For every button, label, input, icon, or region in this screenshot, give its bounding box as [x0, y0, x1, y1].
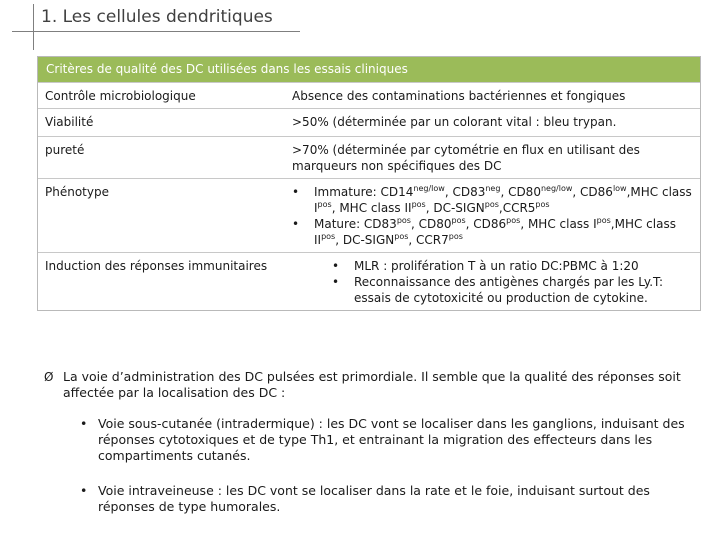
- row-value: >70% (déterminée par cytométrie en flux en utilisant des marqueurs non spécifiques des DC: [292, 143, 640, 173]
- row-label: pureté: [45, 143, 85, 157]
- list-item: [332, 274, 694, 306]
- route-list-item: [80, 483, 692, 515]
- title-divider-horizontal: [12, 31, 300, 32]
- row-label: Contrôle microbiologique: [45, 89, 196, 103]
- route-list-item: [80, 416, 692, 464]
- administration-paragraph: [44, 369, 684, 401]
- bullet-icon: •: [332, 275, 340, 289]
- row-value: [278, 179, 700, 252]
- table-row: [38, 108, 700, 136]
- list-item-text: Voie sous-cutanée (intradermique) : les DC vont se localiser dans les ganglions, induisant des réponses cytotoxiques et de type Th1, et entrainant la migration des effecteurs dans les compartiments cutanés.: [98, 416, 685, 463]
- row-value: >50% (déterminée par un colorant vital : bleu trypan.: [292, 115, 617, 129]
- bullet-icon: •: [292, 185, 300, 199]
- list-item: [80, 483, 692, 515]
- row-label: Viabilité: [45, 115, 94, 129]
- list-item: [332, 258, 694, 274]
- row-label: Induction des réponses immunitaires: [45, 259, 268, 273]
- phenotype-immature-text: Immature: $CD14^{neg/low}$, $CD83^{neg}$, $CD80^{neg/low}$, $CD86^{low},MHC$ class $I^{pos}$, MHC class $II^{pos}$, $DC-SIGN^{pos},CCR5^{pos}$: [314, 184, 692, 215]
- bullet-icon: •: [80, 483, 88, 498]
- phenotype-mature: [292, 216, 694, 248]
- list-item-text: Reconnaissance des antigènes chargés par les Ly.T: essais de cytotoxicité ou production de cytokine.: [354, 275, 664, 305]
- table-row: [38, 82, 700, 108]
- paragraph-text: La voie d’administration des DC pulsées est primordiale. Il semble que la qualité des réponses soit affectée par la localisation des DC :: [63, 369, 681, 400]
- slide-title: 1. Les cellules dendritiques: [41, 7, 273, 27]
- list-item-text: Voie intraveineuse : les DC vont se localiser dans la rate et le foie, induisant surtout des réponses de type humorales.: [98, 483, 650, 514]
- table-header: Critères de qualité des DC utilisées dans les essais cliniques: [38, 57, 700, 82]
- phenotype-mature-text: Mature: $CD83^{pos}$, $CD80^{pos}$, $CD86^{pos}$, MHC class $I^{pos},MHC$ class $II^{pos}$, $DC-SIGN^{pos}$, $CCR7^{pos}$: [314, 216, 676, 247]
- bullet-icon: •: [292, 217, 300, 231]
- table-row: [38, 252, 700, 310]
- row-value: Absence des contaminations bactériennes et fongiques: [292, 89, 626, 103]
- list-item-text: MLR : prolifération T à un ratio DC:PBMC à 1:20: [354, 259, 639, 273]
- phenotype-immature: [292, 184, 694, 216]
- list-item: [80, 416, 692, 464]
- table-row: [38, 136, 700, 178]
- title-divider-vertical: [33, 4, 34, 50]
- arrow-bullet-icon: Ø: [44, 370, 54, 384]
- row-label: Phénotype: [45, 185, 109, 199]
- bullet-icon: •: [332, 259, 340, 273]
- quality-criteria-table: [37, 56, 701, 311]
- row-value: [318, 253, 700, 310]
- bullet-icon: •: [80, 416, 88, 431]
- table-row: [38, 178, 700, 252]
